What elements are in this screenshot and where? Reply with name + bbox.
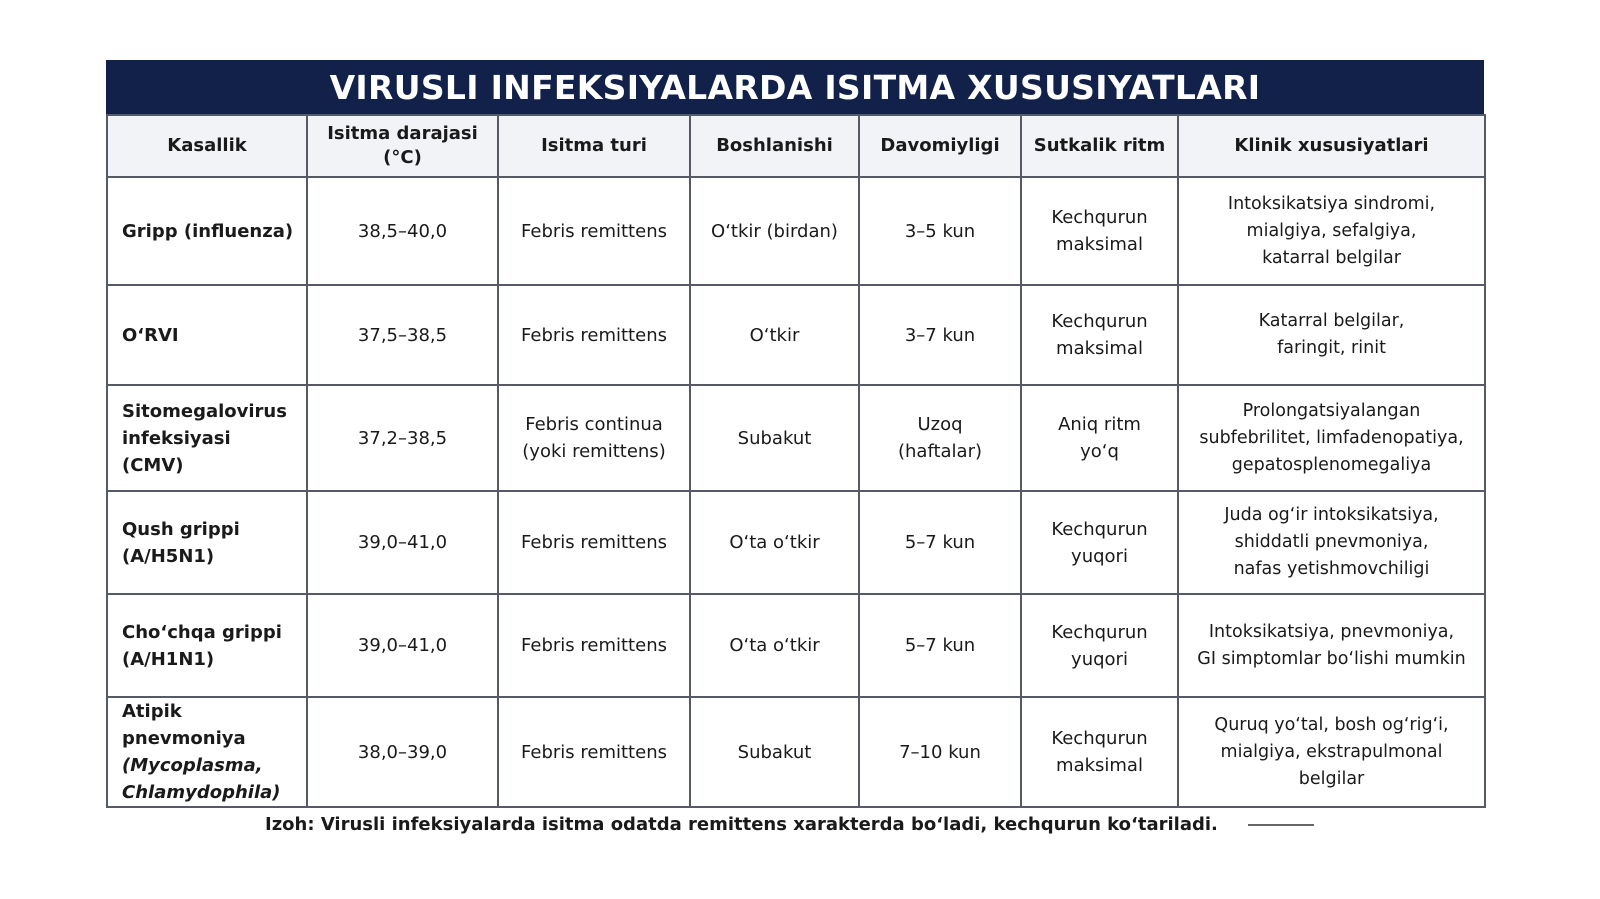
disease-line: (A/H1N1) — [122, 648, 215, 670]
table-row — [107, 177, 1485, 285]
cell-duration — [859, 491, 1021, 594]
cell-disease — [107, 385, 307, 491]
clinical-line: gepatosplenomegaliya — [1231, 454, 1432, 475]
clinical-line: mialgiya, sefalgiya, — [1246, 220, 1417, 241]
column-header-sutkalik-ritm: Sutkalik ritm — [1021, 115, 1178, 177]
cell-daily-rhythm — [1021, 285, 1178, 385]
column-header-klinik-xususiyatlari: Klinik xususiyatlari — [1178, 115, 1485, 177]
clinical-line: Katarral belgilar, — [1258, 311, 1405, 331]
disease-line: Gripp (influenza) — [122, 220, 294, 242]
cell-duration — [859, 697, 1021, 807]
clinical-line: katarral belgilar — [1262, 247, 1401, 268]
duration-line: 5–7 kun — [904, 635, 976, 656]
clinical-line: Juda og‘ir intoksikatsiya, — [1224, 505, 1439, 525]
disease-line: (A/H5N1) — [122, 545, 215, 567]
rhythm-line: Kechqurun — [1051, 207, 1148, 228]
cell-daily-rhythm — [1021, 385, 1178, 491]
cell-temperature: 38,5–40,0 — [307, 177, 498, 285]
cell-fever-type — [498, 491, 690, 594]
cell-daily-rhythm — [1021, 594, 1178, 697]
rhythm-line: maksimal — [1056, 234, 1143, 255]
rhythm-line: Kechqurun — [1051, 518, 1148, 540]
table-row — [107, 491, 1485, 594]
column-header-isitma-turi: Isitma turi — [498, 115, 690, 177]
clinical-line: Intoksikatsiya sindromi, — [1227, 193, 1436, 214]
cell-disease — [107, 594, 307, 697]
fever-type-line: Febris remittens — [521, 532, 667, 553]
rhythm-line: yuqori — [1071, 545, 1128, 567]
rhythm-line: maksimal — [1056, 338, 1143, 359]
cell-clinical-features — [1178, 385, 1485, 491]
clinical-line: nafas yetishmovchiligi — [1233, 559, 1430, 579]
cell-temperature: 39,0–41,0 — [307, 594, 498, 697]
cell-onset: O‘ta o‘tkir — [690, 594, 859, 697]
clinical-line: Prolongatsiyalangan — [1242, 400, 1421, 421]
cell-onset: O‘tkir (birdan) — [690, 177, 859, 285]
duration-line: 3–7 kun — [904, 324, 976, 346]
cell-temperature: 37,5–38,5 — [307, 285, 498, 385]
cell-onset: Subakut — [690, 385, 859, 491]
clinical-line: subfebrilitet, limfadenopatiya, — [1199, 427, 1464, 448]
cell-temperature: 38,0–39,0 — [307, 697, 498, 807]
clinical-line: faringit, rinit — [1277, 338, 1386, 358]
clinical-line: mialgiya, ekstrapulmonal — [1220, 741, 1443, 762]
cell-daily-rhythm — [1021, 697, 1178, 807]
cell-fever-type — [498, 177, 690, 285]
rhythm-line: yo‘q — [1080, 441, 1119, 462]
cell-temperature: 37,2–38,5 — [307, 385, 498, 491]
cell-duration — [859, 177, 1021, 285]
column-header-isitma-darajasi-unit: (°C) — [383, 147, 422, 168]
disease-line: O‘RVI — [122, 324, 179, 346]
cell-fever-type — [498, 697, 690, 807]
disease-line: Cho‘chqa grippi — [122, 621, 282, 643]
cell-onset: Subakut — [690, 697, 859, 807]
fever-type-line: Febris remittens — [521, 220, 667, 242]
clinical-line: belgilar — [1298, 768, 1365, 789]
cell-clinical-features — [1178, 491, 1485, 594]
cell-temperature: 39,0–41,0 — [307, 491, 498, 594]
cell-onset: O‘ta o‘tkir — [690, 491, 859, 594]
cell-duration — [859, 385, 1021, 491]
fever-type-line: Febris continua — [525, 414, 663, 435]
cell-fever-type — [498, 285, 690, 385]
cell-clinical-features — [1178, 177, 1485, 285]
disease-line: Qush grippi — [122, 518, 240, 540]
cell-fever-type — [498, 385, 690, 491]
rhythm-line: yuqori — [1071, 648, 1128, 670]
fever-type-line: Febris remittens — [521, 635, 667, 656]
table-row — [107, 594, 1485, 697]
duration-line: (haftalar) — [897, 441, 983, 462]
fever-type-line: Febris remittens — [521, 741, 667, 763]
fever-table-sheet — [106, 60, 1484, 808]
column-header-isitma-darajasi — [307, 115, 498, 177]
rhythm-line: Kechqurun — [1051, 621, 1148, 643]
column-header-kasallik: Kasallik — [107, 115, 307, 177]
cell-disease — [107, 491, 307, 594]
duration-line: Uzoq — [917, 414, 963, 435]
disease-line: Sitomegalovirus — [122, 400, 287, 422]
table-row — [107, 285, 1485, 385]
clinical-line: Quruq yo‘tal, bosh og‘rig‘i, — [1214, 714, 1449, 735]
clinical-line: shiddatli pnevmoniya, — [1234, 532, 1429, 552]
disease-line: (Mycoplasma, — [122, 755, 263, 776]
cell-clinical-features — [1178, 697, 1485, 807]
cell-daily-rhythm — [1021, 491, 1178, 594]
table-row — [107, 385, 1485, 491]
rhythm-line: maksimal — [1056, 755, 1143, 776]
decorative-dash — [1248, 824, 1314, 826]
header-row — [107, 115, 1485, 177]
fever-type-line: Febris remittens — [521, 324, 667, 346]
cell-clinical-features — [1178, 285, 1485, 385]
cell-clinical-features — [1178, 594, 1485, 697]
cell-disease — [107, 697, 307, 807]
fever-characteristics-table — [106, 114, 1486, 808]
rhythm-line: Kechqurun — [1051, 728, 1148, 749]
disease-line: Chlamydophila) — [122, 782, 281, 803]
cell-onset: O‘tkir — [690, 285, 859, 385]
cell-fever-type — [498, 594, 690, 697]
table-title: VIRUSLI INFEKSIYALARDA ISITMA XUSUSIYATLARI — [106, 60, 1484, 114]
cell-disease — [107, 285, 307, 385]
cell-disease — [107, 177, 307, 285]
column-header-boshlanishi: Boshlanishi — [690, 115, 859, 177]
column-header-isitma-darajasi-label: Isitma darajasi — [327, 123, 478, 144]
duration-line: 7–10 kun — [899, 741, 981, 763]
disease-line: Atipik pnevmoniya — [122, 701, 246, 749]
cell-duration — [859, 594, 1021, 697]
rhythm-line: Aniq ritm — [1058, 414, 1141, 435]
footnote: Izoh: Virusli infeksiyalarda isitma odatda remittens xarakterda bo‘ladi, kechqurun ko‘tariladi. — [265, 814, 1218, 835]
disease-line: infeksiyasi (CMV) — [122, 427, 231, 476]
column-header-davomiyligi: Davomiyligi — [859, 115, 1021, 177]
cell-daily-rhythm — [1021, 177, 1178, 285]
table-row — [107, 697, 1485, 807]
fever-type-line: (yoki remittens) — [522, 441, 666, 462]
cell-duration — [859, 285, 1021, 385]
rhythm-line: Kechqurun — [1051, 311, 1148, 332]
clinical-line: GI simptomlar bo‘lishi mumkin — [1197, 648, 1466, 669]
clinical-line: Intoksikatsiya, pnevmoniya, — [1208, 621, 1455, 642]
duration-line: 3–5 kun — [904, 220, 976, 242]
duration-line: 5–7 kun — [904, 532, 976, 553]
